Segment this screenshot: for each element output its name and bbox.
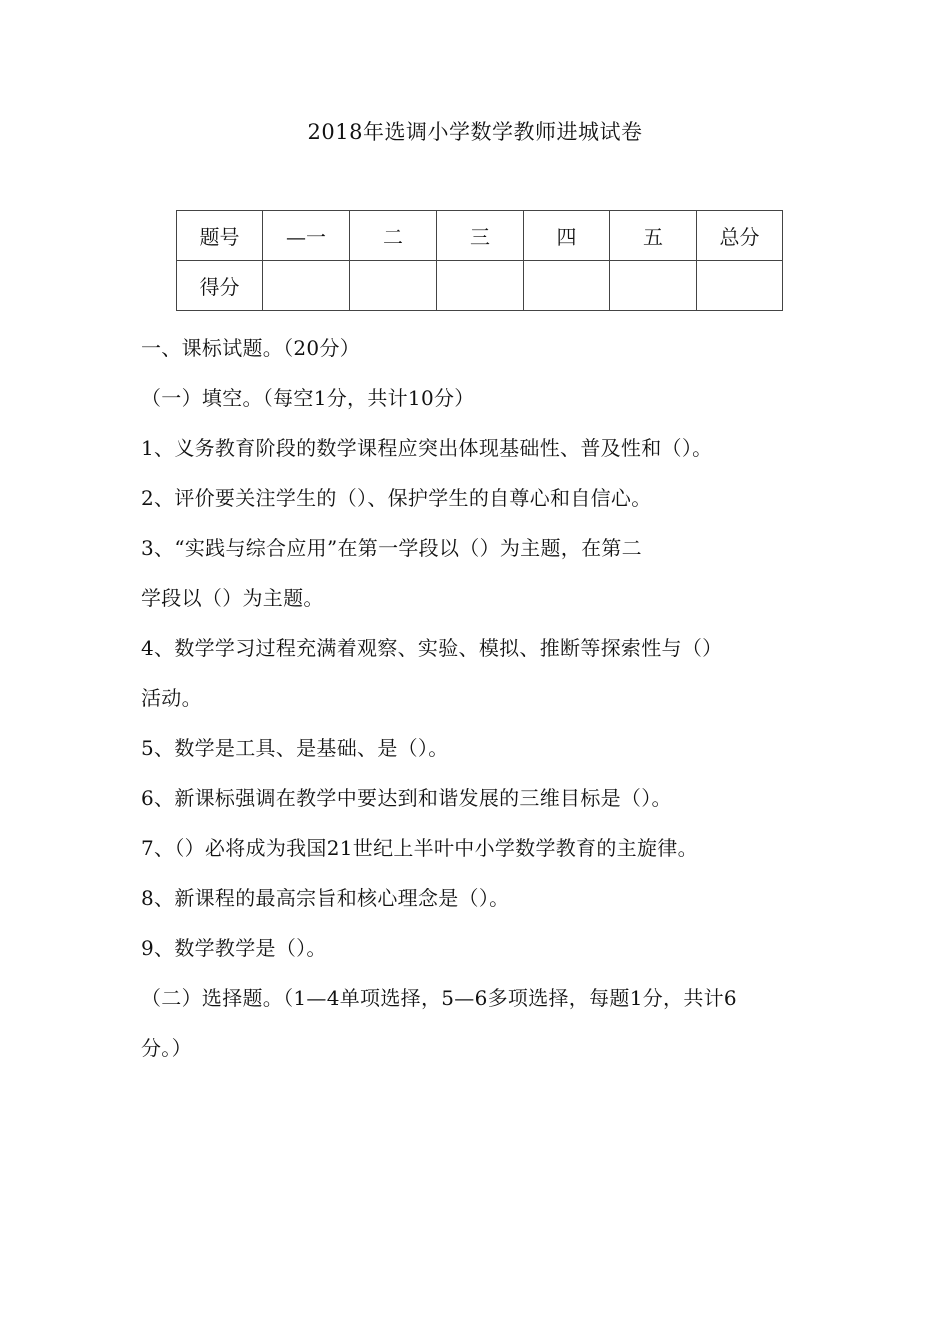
header-cell-section-1: —一 [263, 211, 350, 261]
score-table-score-row [177, 261, 783, 311]
question-4: 4、数学学习过程充满着观察、实验、模拟、推断等探索性与（） [141, 636, 723, 660]
question-6: 6、新课标强调在教学中要达到和谐发展的三维目标是（）。 [141, 786, 672, 810]
header-cell-section-5: 五 [610, 211, 697, 261]
score-cell [697, 261, 783, 311]
section-heading-1: 一、课标试题。（20分） [141, 336, 361, 360]
question-3: 3、“实践与综合应用”在第一学段以（）为主题，在第二 [141, 536, 642, 560]
score-cell [524, 261, 610, 311]
score-table [176, 210, 783, 311]
header-cell-section-4: 四 [524, 211, 610, 261]
header-cell-section-2: 二 [350, 211, 437, 261]
header-cell-total: 总分 [697, 211, 783, 261]
score-cell [263, 261, 350, 311]
subsection-heading-multiple-choice-continued: 分。） [141, 1036, 192, 1060]
question-2: 2、评价要关注学生的（）、保护学生的自尊心和自信心。 [141, 486, 652, 510]
page-title: 2018年选调小学数学教师进城试卷 [307, 120, 643, 144]
question-7: 7、（）必将成为我国21世纪上半叶中小学数学教育的主旋律。 [141, 836, 698, 860]
score-table-header-row [177, 211, 783, 261]
question-1: 1、义务教育阶段的数学课程应突出体现基础性、普及性和（）。 [141, 436, 713, 460]
question-8: 8、新课程的最高宗旨和核心理念是（）。 [141, 886, 510, 910]
subsection-heading-fill-in: （一）填空。（每空1分，共计10分） [141, 386, 475, 410]
score-row-label: 得分 [177, 261, 263, 311]
score-cell [610, 261, 697, 311]
question-4-continued: 活动。 [141, 686, 202, 710]
score-cell [437, 261, 524, 311]
score-cell [350, 261, 437, 311]
question-3-continued: 学段以（）为主题。 [141, 586, 324, 610]
question-5: 5、数学是工具、是基础、是（）。 [141, 736, 449, 760]
header-cell-question-no: 题号 [177, 211, 263, 261]
question-9: 9、数学教学是（）。 [141, 936, 327, 960]
header-cell-section-3: 三 [437, 211, 524, 261]
subsection-heading-multiple-choice: （二）选择题。（1—4单项选择，5—6多项选择，每题1分，共计6 [141, 986, 737, 1010]
